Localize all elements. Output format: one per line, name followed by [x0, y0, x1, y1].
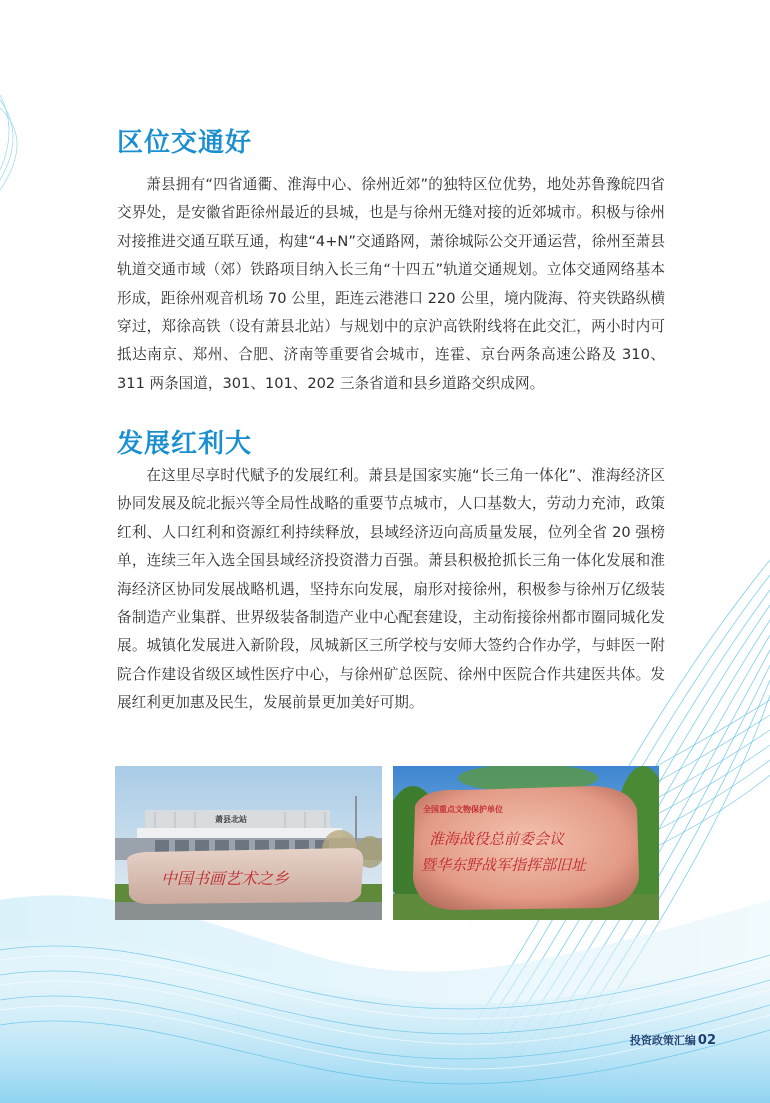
- stone-line2-text: 暨华东野战军指挥部旧址: [421, 856, 587, 874]
- photo-memorial-stone: [393, 766, 659, 920]
- stone-inscription-text: 中国书画艺术之乡: [161, 869, 290, 888]
- station-sign-text: 萧县北站: [215, 815, 247, 824]
- photo-xiaoxian-north-station: [115, 766, 382, 920]
- stone-line1-text: 淮海战役总前委会议: [429, 830, 565, 848]
- footer-label: 投资政策汇编: [629, 1034, 696, 1047]
- page-footer: [630, 1032, 716, 1048]
- section-body-location: 萧县拥有“四省通衢、淮海中心、徐州近郊”的独特区位优势，地处苏鲁豫皖四省交界处，是安徽省距徐州最近的县城，也是与徐州无缝对接的近郊城市。积极与徐州对接推进交通互联互通，构建“4+N”交通路网，萧徐城际公交开通运营，徐州至萧县轨道交通市域（郊）铁路项目纳入长三角“十四五”轨道交通规划。立体交通网络基本形成，距徐州观音机场 70 公里，距连云港港口 220 公里，境内陇海、符夹铁路纵横穿过，郑徐高铁（设有萧县北站）与规划中的京沪高铁附线将在此交汇，两小时内可抵达南京、郑州、合肥、济南等重要省会城市，连霍、京台两条高速公路及 310、311 两条国道，301、101、202 三条省道和县乡道路交织成网。: [117, 176, 665, 392]
- section-title-location: 区位交通好: [117, 128, 253, 158]
- plaque-title-text: 全国重点文物保护单位: [423, 805, 503, 814]
- page-number: 02: [697, 1033, 716, 1048]
- section-title-development: 发展红利大: [117, 429, 253, 459]
- section-body-development: 在这里尽享时代赋予的发展红利。萧县是国家实施“长三角一体化”、淮海经济区协同发展及皖北振兴等全局性战略的重要节点城市，人口基数大，劳动力充沛，政策红利、人口红利和资源红利持续释放，县域经济迈向高质量发展，位列全省 20 强榜单，连续三年入选全国县域经济投资潜力百强。萧县积极抢抓长三角一体化发展和淮海经济区协同发展战略机遇，坚持东向发展，扇形对接徐州，积极参与徐州万亿级装备制造产业集群、世界级装备制造产业中心配套建设，主动衔接徐州都市圈同城化发展。城镇化发展进入新阶段，凤城新区三所学校与安师大签约合作办学，与蚌医一附院合作建设省级区域性医疗中心，与徐州矿总医院、徐州中医院合作共建医共体。发展红利更加惠及民生，发展前景更加美好可期。: [117, 467, 665, 712]
